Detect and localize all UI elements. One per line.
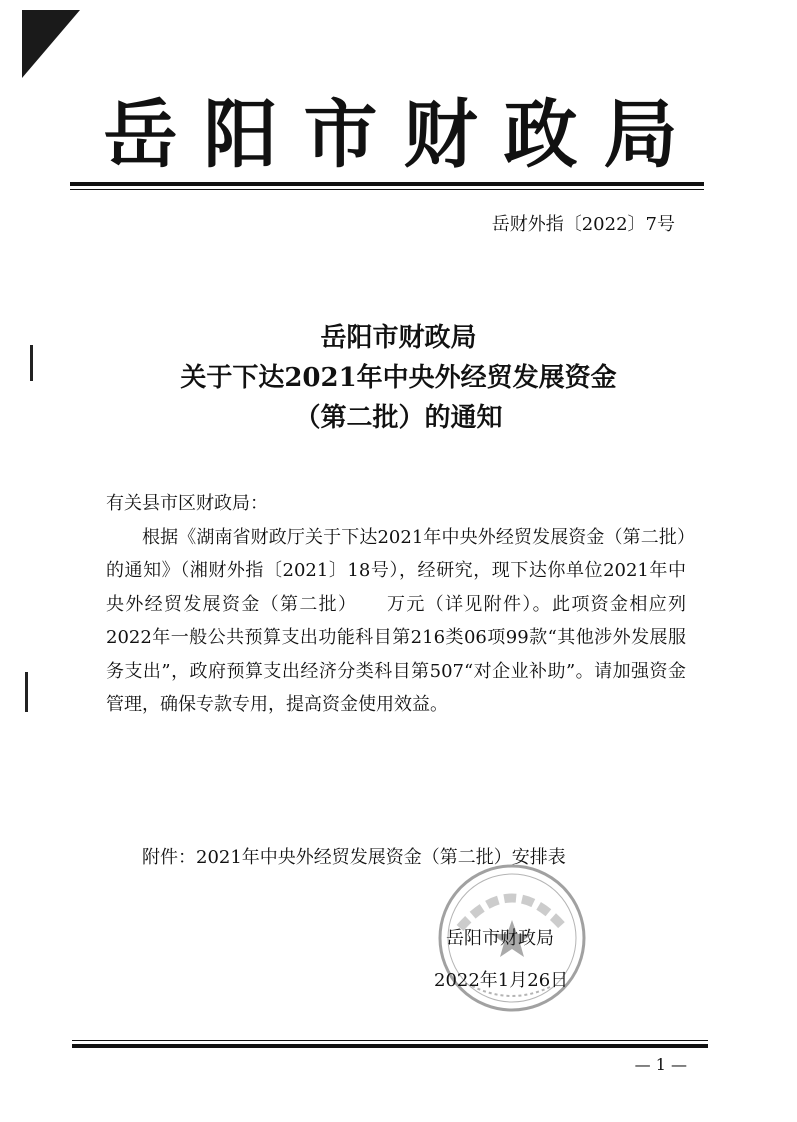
header-rule-thin bbox=[70, 189, 704, 190]
masthead-title: 岳阳市财政局 bbox=[103, 92, 704, 178]
header-rule-thick bbox=[70, 182, 704, 186]
corner-binding-mark bbox=[22, 10, 80, 78]
footer-rule-thick bbox=[72, 1044, 708, 1048]
issue-date: 2022年1月26日 bbox=[434, 970, 569, 991]
addressee: 有关县市区财政局： bbox=[106, 493, 268, 514]
notice-body bbox=[106, 487, 686, 722]
page-number: — 1 — bbox=[634, 1055, 687, 1074]
document-number: 岳财外指〔2022〕7号 bbox=[491, 214, 675, 235]
title-line-2: 关于下达2021年中央外经贸发展资金 bbox=[180, 363, 617, 393]
attachment-line: 附件：2021年中央外经贸发展资金（第二批）安排表 bbox=[142, 847, 566, 868]
title-line-1: 岳阳市财政局 bbox=[320, 323, 477, 353]
footer-rule-thin bbox=[72, 1040, 708, 1041]
body-paragraph: 根据《湖南省财政厅关于下达2021年中央外经贸发展资金（第二批）的通知》（湘财外指〔2021〕18号），经研究，现下达你单位2021年中央外经贸发展资金（第二批） 万元（详见附件）。此项资金相应列2022年一般公共预算支出功能科目第216类06项99款“其他涉外发展服务支出”，政府预算支出经济分类科目第507“对企业补助”。请加强资金管理，确保专款专用，提高资金使用效益。 bbox=[106, 526, 686, 715]
title-line-3: （第二批）的通知 bbox=[294, 403, 503, 433]
scan-artifact bbox=[25, 672, 28, 712]
notice-title bbox=[0, 318, 797, 438]
issuer-name: 岳阳市财政局 bbox=[446, 928, 554, 949]
